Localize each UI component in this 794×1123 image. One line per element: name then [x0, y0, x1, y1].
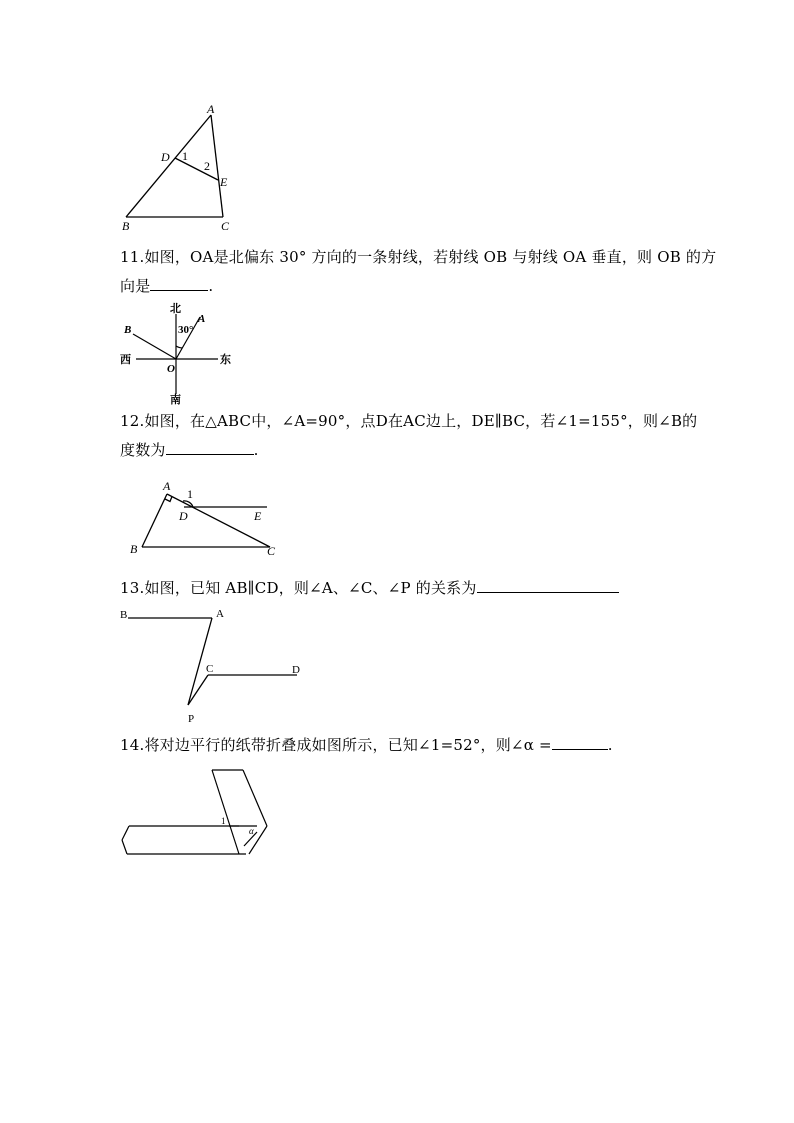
- segment-ab: [126, 115, 211, 217]
- label-b: B: [124, 324, 132, 336]
- fold-right-edge: [243, 770, 267, 826]
- label-b: B: [130, 542, 138, 556]
- label-c: C: [206, 663, 214, 675]
- angle-1-label: 1: [187, 487, 193, 501]
- question-13: [120, 574, 720, 603]
- label-a: A: [198, 313, 206, 325]
- angle-2-label: 2: [204, 159, 210, 173]
- segment-ab: [142, 494, 167, 547]
- label-b: B: [120, 609, 128, 621]
- fold-left-edge: [212, 770, 239, 854]
- question-14-line-1: 14.将对边平行的纸带折叠成如图所示，已知∠1=52°，则∠α = .: [120, 736, 613, 754]
- question-11-line-2: 向是 .: [120, 277, 214, 295]
- label-d: D: [179, 509, 188, 523]
- answer-blank-11[interactable]: [150, 275, 208, 291]
- label-a: A: [163, 479, 171, 493]
- label-d: D: [161, 150, 170, 164]
- parallel-figure-13: [116, 604, 306, 726]
- label-d: D: [292, 664, 300, 676]
- answer-blank-12[interactable]: [166, 439, 254, 455]
- segment-pc: [188, 675, 208, 705]
- west-label: 西: [120, 354, 131, 366]
- ray-ob: [133, 334, 176, 359]
- triangle-figure-top: [118, 100, 248, 235]
- question-11-line-1: 11.如图，OA是北偏东 30° 方向的一条射线，若射线 OB 与射线 OA 垂直，则 OB 的方: [120, 248, 717, 266]
- segment-ac: [211, 115, 223, 217]
- compass-figure-11: [116, 300, 246, 405]
- question-11: [120, 243, 720, 301]
- label-e: E: [220, 175, 228, 189]
- strip-left-edge-upper: [122, 840, 127, 854]
- alpha-label: α: [249, 826, 254, 836]
- question-12-line-1: 12.如图，在△ABC中，∠A=90°，点D在AC边上，DE∥BC，若∠1=155°，则∠B的: [120, 412, 698, 430]
- label-o: O: [167, 363, 175, 375]
- answer-blank-13[interactable]: [477, 577, 619, 593]
- question-13-line-1: 13.如图，已知 AB∥CD，则∠A、∠C、∠P 的关系为: [120, 574, 720, 603]
- label-a: A: [207, 102, 215, 116]
- question-12-line-2: 度数为 .: [120, 441, 259, 459]
- label-c: C: [221, 219, 230, 233]
- east-label: 东: [220, 354, 231, 366]
- label-p: P: [188, 713, 195, 725]
- south-label: 南: [170, 394, 181, 406]
- label-b: B: [122, 219, 130, 233]
- segment-ap: [188, 618, 212, 705]
- north-label: 北: [170, 303, 181, 315]
- angle-30-label: 30°: [178, 324, 194, 336]
- triangle-figure-12: [122, 478, 287, 560]
- folded-strip-figure-14: [117, 764, 282, 859]
- angle-30-arc: [176, 346, 183, 348]
- angle-1-label: 1: [221, 816, 226, 826]
- strip-left-edge-lower: [122, 826, 129, 840]
- label-a: A: [216, 608, 224, 620]
- label-e: E: [254, 509, 262, 523]
- question-12: [120, 407, 720, 465]
- question-14: [120, 731, 720, 760]
- angle-1-label: 1: [182, 149, 188, 163]
- label-c: C: [267, 544, 276, 558]
- answer-blank-14[interactable]: [552, 734, 608, 750]
